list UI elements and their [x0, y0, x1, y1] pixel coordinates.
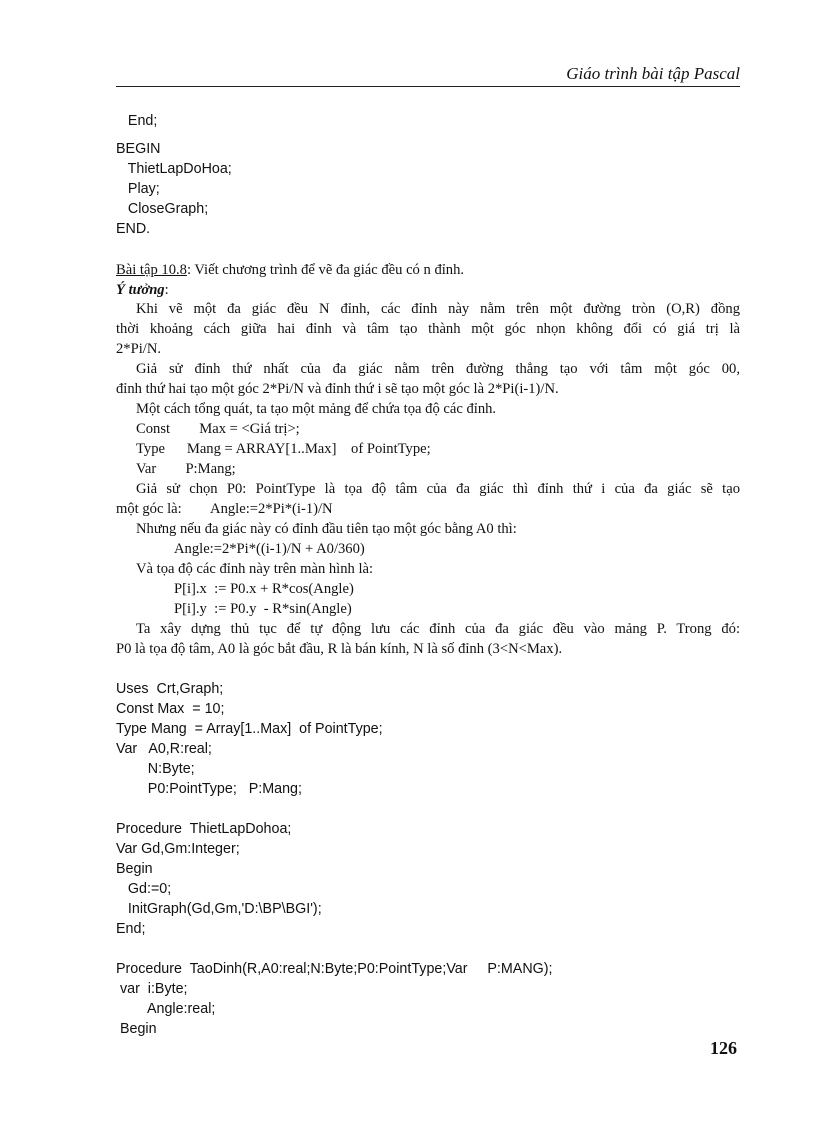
code-line: End;: [116, 113, 158, 129]
page-number: 126: [710, 1038, 737, 1058]
paragraph-line: Ta xây dựng thủ tục để tự động lưu các đỉnh của đa giác đều vào mảng P. Trong đó:: [136, 621, 740, 637]
paragraph-line: Nhưng nếu đa giác này có đỉnh đầu tiên tạo một góc bằng A0 thì:: [136, 521, 517, 537]
code-line: InitGraph(Gd,Gm,'D:\BP\BGI');: [116, 901, 322, 917]
paragraph-line: Một cách tổng quát, ta tạo một mảng để chứa tọa độ các đỉnh.: [136, 401, 497, 417]
header-title: Giáo trình bài tập Pascal: [566, 64, 740, 83]
page-header: [116, 62, 740, 87]
code-line: Begin: [116, 861, 153, 877]
paragraph-line: 2*Pi/N.: [116, 341, 162, 357]
code-line: END.: [116, 221, 151, 237]
code-line: Gd:=0;: [116, 881, 172, 897]
paragraph-line: thời khoảng cách giữa hai đỉnh và tâm tạo thành một góc nhọn không đổi có giá trị là: [116, 321, 740, 337]
code-line: Uses Crt,Graph;: [116, 681, 224, 697]
code-line: CloseGraph;: [116, 201, 209, 217]
code-line: N:Byte;: [116, 761, 195, 777]
exercise-heading: [116, 260, 464, 280]
paragraph-line: một góc là: Angle:=2*Pi*(i-1)/N: [116, 501, 333, 517]
declaration-line: Type Mang = ARRAY[1..Max] of PointType;: [136, 441, 431, 457]
code-line: Var A0,R:real;: [116, 741, 212, 757]
exercise-label: Bài tập 10.8: [116, 262, 187, 278]
idea-heading: [116, 280, 169, 300]
code-line: Procedure TaoDinh(R,A0:real;N:Byte;P0:PointType;Var P:MANG);: [116, 961, 553, 977]
code-line: Var Gd,Gm:Integer;: [116, 841, 240, 857]
code-line: BEGIN: [116, 141, 161, 157]
paragraph-line: Khi vẽ một đa giác đều N đỉnh, các đỉnh này nằm trên một đường tròn (O,R) đồng: [136, 301, 740, 317]
declaration-line: Var P:Mang;: [136, 461, 236, 477]
paragraph-line: P0 là tọa độ tâm, A0 là góc bắt đầu, R là bán kính, N là số đỉnh (3<N<Max).: [116, 641, 563, 657]
formula-line: P[i].y := P0.y - R*sin(Angle): [174, 601, 352, 617]
formula-line: Angle:=2*Pi*((i-1)/N + A0/360): [174, 541, 365, 557]
exercise-text: : Viết chương trình để vẽ đa giác đều có n đỉnh.: [186, 262, 465, 278]
paragraph-line: Giả sử đỉnh thứ nhất của đa giác nằm trên đường thẳng tạo với tâm một góc 00,: [136, 361, 740, 377]
code-line: Angle:real;: [116, 1001, 216, 1017]
paragraph-line: Và tọa độ các đỉnh này trên màn hình là:: [136, 561, 374, 577]
code-line: var i:Byte;: [116, 981, 188, 997]
code-line: Const Max = 10;: [116, 701, 225, 717]
code-line: Play;: [116, 181, 160, 197]
code-line: Procedure ThietLapDohoa;: [116, 821, 292, 837]
code-line: ThietLapDoHoa;: [116, 161, 232, 177]
code-line: Type Mang = Array[1..Max] of PointType;: [116, 721, 383, 737]
paragraph-line: đỉnh thứ hai tạo một góc 2*Pi/N và đỉnh thứ i sẽ tạo một góc là 2*Pi(i-1)/N.: [116, 381, 559, 397]
idea-label: Ý tưởng: [116, 282, 165, 298]
code-line: End;: [116, 921, 146, 937]
code-line: Begin: [116, 1021, 157, 1037]
declaration-line: Const Max = <Giá trị>;: [136, 421, 300, 437]
formula-line: P[i].x := P0.x + R*cos(Angle): [174, 581, 354, 597]
paragraph-line: Giả sử chọn P0: PointType là tọa độ tâm của đa giác thì đỉnh thứ i của đa giác sẽ tạo: [136, 481, 740, 497]
code-line: P0:PointType; P:Mang;: [116, 781, 302, 797]
idea-suffix: :: [164, 282, 169, 298]
